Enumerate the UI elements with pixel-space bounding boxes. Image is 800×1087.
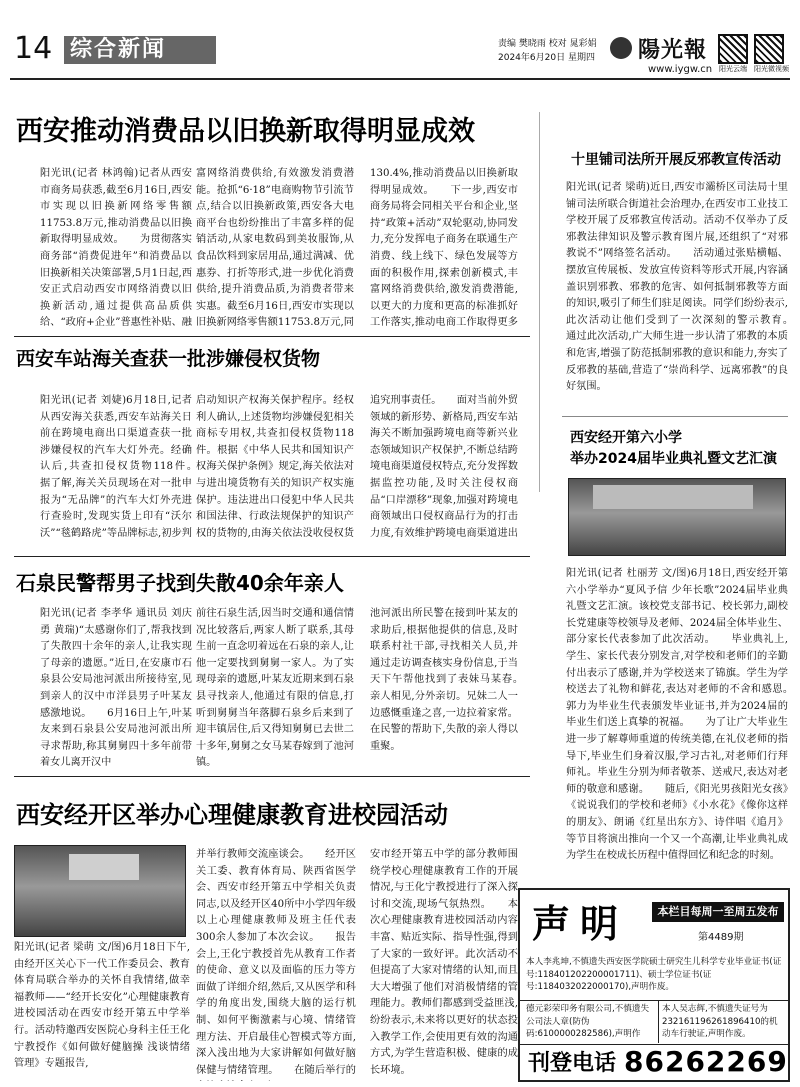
article-body-col: 阳光讯(记者 林鸿翰)记者从西安市商务局获悉,截至6月16日,西安市实现以旧换新网络零售额11753.8万元,推动消费品以旧换新取得明显成效。 为贯彻落实商务部“消费促进年”和消费品以旧换新相关决策部署,5月1日起,西安正式启动西安市网络消费以旧换新活动,通过提供高品质供给、“政府+企业”普惠性补贴、融	[40, 168, 192, 328]
editors-credit: 责编 樊晓雨 校对 晁彩娟	[498, 39, 597, 49]
article-body-col: 阳光讯(记者 李孝华 通讯员 刘庆勇 黄瑞)“太感谢你们了,帮我找到了失散四十余年的亲人,让我实现了母亲的遗愿。”近日,在安康市石泉县公安局池河派出所接待室,见到亲人的汉中市洋县男子叶某友感激地说。 6月16日上午,叶某友来到石泉县公安局池河派出所寻求帮助,称其舅舅四十多年前带着女儿离开汉中	[40, 608, 192, 768]
sun-icon	[610, 37, 632, 59]
header-rule	[10, 78, 790, 80]
divider	[14, 556, 530, 557]
column-divider	[539, 112, 540, 492]
section-title: 综合新闻	[64, 36, 216, 64]
headline-graduation-l1: 西安经开第六小学	[570, 430, 682, 446]
qr-caption: 阳光微视频	[754, 65, 789, 73]
phone-number[interactable]: 86262269	[624, 1045, 788, 1078]
notice-box	[518, 888, 790, 1082]
logo-text: 陽光報	[638, 37, 708, 63]
qr-code-icon	[754, 34, 784, 64]
notice-item: 本人吴志辉,不慎遗失证号为232161196261896410的机动车行驶证,声明作废。	[662, 1004, 778, 1040]
article-body-col: 并举行教师交流座谈会。 经开区关工委、教育体育局、陕西省医学会、西安市经开第五中学相关负责同志,以及经开区40所中小学四年级以上心理健康教师及班主任代表300余人参加了本次会议。 报告会上,王化宁教授首先从教育工作者的使命、意义以及面临的压力等方面做了详细介绍,然后,又从医学和科学的角度出发,围绕大脑的运行机制、如何平衡激素与心境、情绪管理方法、开启最佳心智模式等方面,深入浅出地为大家讲解如何做好脑保健与情绪管理。 在随后举行的	[196, 849, 356, 1076]
article-body-col: 启动知识产权海关保护程序。经权利人确认,上述货物均涉嫌侵犯相关商标专用权,共查扣侵权货物118件。根据《中华人民共和国知识产权海关保护条例》规定,海关依法对与进出境货物有关的知识产权实施保护。违法进出口侵犯中华人民共和国法律、行政法规保护的知识产权的货物的,由海关依法没收侵权货	[196, 395, 354, 539]
notice-issue: 第4489期	[698, 932, 744, 943]
notice-item: 德元彩荣印务有限公司,不慎遗失公司法人章(防伪码:6100000282586),声明作	[526, 1004, 650, 1040]
article-body-col: 阳光讯(记者 杜丽芳 文/图)6月18日,西安经开第六小学举办“夏风予信 少年长歌”2024届毕业典礼暨文艺汇演。该校党支部书记、校长郭力,副校长党建康等校领导及老师、2024届全体毕业生、部分家长代表参加了此次活动。 毕业典礼上,学生、家长代表分别发言,对学校和老师们的辛勤付出表示了感谢,并为学校送来了锦旗。学生为学校送去了礼物和鲜花,表达对老师的不舍和感恩。 郭力为毕业生代表颁发毕业证书,并为2024届的毕业生们送上真挚的祝福。 为了让广大毕业生进一步了解尊师重道的传统美德,在礼仪老师的指导下,毕业生们身着汉服,学习古礼,对老师们行拜师礼。毕业生分别为师者敬茶、送戒尺,表达对老师的敬意和感谢。 随后,《阳光男孩阳光女孩》《说说我们的学校和老师》《小水花》《像你这样的朋友》、朗诵《红星出东方》、诗伴唱《追月》等节目将演出推向一个又一个高潮,让毕业典礼成为学生在校成长历程中值得回忆和纪念的时刻。	[566, 568, 788, 862]
article-body-col: 阳光讯(记者 刘婕)6月18日,记者从西安海关获悉,西安车站海关日前在跨境电商出口渠道查获一批涉嫌侵权的汽车大灯外壳。经确认后,共查扣侵权货物118件。 据了解,海关关员现场在对一批申报为“无品牌”的汽车大灯外壳进行查验时,发现实货上印有“沃尔沃”“毯鹤路虎”等品牌标志,初步判	[40, 395, 192, 539]
headline-anti-cult: 十里铺司法所开展反邪教宣传活动	[571, 152, 781, 168]
notice-title: 声明	[532, 902, 629, 946]
notice-item: 本人李兆坤,不慎遗失西安医学院硕士研究生儿科学专业毕业证书(证号:118401202200001711)、硕士学位证书(证号:1184032022000170),声明作废。	[526, 957, 782, 993]
headline-customs: 西安车站海关查获一批涉嫌侵权货物	[16, 348, 321, 370]
article-body-col: 阳光讯(记者 梁萌)近日,西安市灞桥区司法局十里铺司法所联合街道社会治理办,在西安市工业技工学校开展了反邪教宣传活动。活动不仅举办了反邪教法律知识及警示教育图片展,还组织了“对邪教说不”网络签名活动。 活动通过张贴横幅、摆放宣传展板、发放宣传资料等形式开展,内容涵盖识别邪教、邪教的危害、如何抵制邪教等方面的知识,吸引了师生们驻足阅读。同学们纷纷表示,此次活动让他们受到了一次深刻的警示教育。 通过此次活动,广大师生进一步认清了邪教的本质和危害,增强了防范抵制邪教的意识和能力,夯实了反邪教的基础,营造了“崇尚科学、远离邪教”的良好氛围。	[566, 182, 788, 393]
seminar-photo	[14, 845, 186, 937]
phone-label: 刊登电话	[528, 1051, 617, 1076]
article-body-col: 追究刑事责任。 面对当前外贸领域的新形势、新格局,西安车站海关不断加强跨境电商等新兴业态领域知识产权保护,不断总结跨境电商渠道侵权特点,充分发挥数据监控功能,及时关注侵权商品“口岸漂移”现象,加强对跨境电商领域出口侵权商品行为的打击力度,有效维护跨境电商渠道进出	[370, 395, 518, 539]
qr-block-2	[754, 34, 789, 75]
divider	[14, 336, 530, 337]
article-body-col: 安市经开第五中学的部分教师围绕学校心理健康教育工作的开展情况,与王化宁教授进行了深入探讨和交流,现场气氛热烈。 本次心理健康教育进校园活动内容丰富、贴近实际、指导性强,得到了大家的一致好评。此次活动不但提高了大家对情绪的认知,而且大大增强了他们对消极情绪的管理能力。教师们都感到受益匪浅,纷纷表示,未来将以更好的状态投入教学工作,会使用更有效的沟通方式,为学生营造积极、健康的成长环境。	[370, 849, 518, 1076]
article-body-col: 池河派出所民警在接到叶某友的求助后,根据他提供的信息,及时联系村社干部,寻找相关人员,并通过走访调查核实身份信息,于当天下午帮他找到了表妹马某春。 亲人相见,分外亲切。兄妹二人一边感慨重逢之喜,一边拉着家常。在民警的帮助下,失散的亲人得以重聚。	[370, 608, 518, 752]
issue-date: 2024年6月20日 星期四	[498, 53, 595, 63]
article-body-col: 前往石泉生活,因当时交通和通信情况比较落后,两家人断了联系,其母生前一直念叨着远在石泉的亲人,让他一定要找到舅舅一家人。为了实现母亲的遗愿,叶某友近期来到石泉县寻找亲人,他通过有限的信息,打听到舅舅当年落脚石泉乡后来到了迎丰镇居住,后又得知舅舅已去世二十多年,舅舅之女马某春嫁到了池河镇。	[196, 608, 354, 768]
divider	[14, 776, 530, 777]
graduation-photo	[568, 478, 786, 556]
article-body-col: 130.4%,推动消费品以旧换新取得明显成效。 下一步,西安市商务局将会同相关平台和企业,坚持“政策+活动”双轮驱动,协同发力,充分发挥电子商务在联通生产消费、线上线下、绿色发展等方面的积极作用,探索创新模式,丰富网络消费供给,激发消费潜能,以更大的力度和更高的标准抓好工作落实,推动电商工作取得更多	[370, 168, 518, 328]
headline-graduation-l2: 举办2024届毕业典礼暨文艺汇演	[570, 451, 777, 467]
headline-consumer-goods: 西安推动消费品以旧换新取得明显成效	[16, 116, 475, 147]
headline-mental-health: 西安经开区举办心理健康教育进校园活动	[16, 801, 448, 829]
qr-code-icon	[718, 34, 748, 64]
qr-block-1	[718, 34, 748, 75]
divider	[562, 416, 788, 417]
page-number: 14	[14, 31, 53, 66]
qr-caption: 阳光云端	[719, 65, 747, 73]
article-body-col: 富网络消费供给,有效激发消费潜能。抢抓“6·18”电商购物节引流节点,结合以旧换新政策,西安各大电商平台也纷纷推出了丰富多样的促销活动,从家电数码到美妆服饰,从食品饮料到家居用品,通过满减、优惠券、打折等形式,进一步优化消费供给,提升消费品质,为消费者带来实惠。截至6月16日,西安市实现以旧换新网络零售额11753.8万元,同	[196, 168, 354, 328]
notice-schedule: 本栏目每周一至周五发布	[652, 902, 784, 922]
newspaper-logo	[610, 34, 720, 64]
article-body-col: 阳光讯(记者 梁萌 文/图)6月18日下午,由经开区关心下一代工作委员会、教育体育局联合举办的关怀自我情绪,做幸福教师——“经开长安化”心理健康教育进校园活动在西安市经开第五中学举行。活动特邀西安医院心身科主任王化宁教授作《如何做好健脑操 浅谈情绪管理》专题报告,	[14, 942, 190, 1070]
website-url[interactable]: www.iygw.cn	[648, 64, 713, 75]
headline-lost-relatives: 石泉民警帮男子找到失散40余年亲人	[16, 571, 344, 595]
